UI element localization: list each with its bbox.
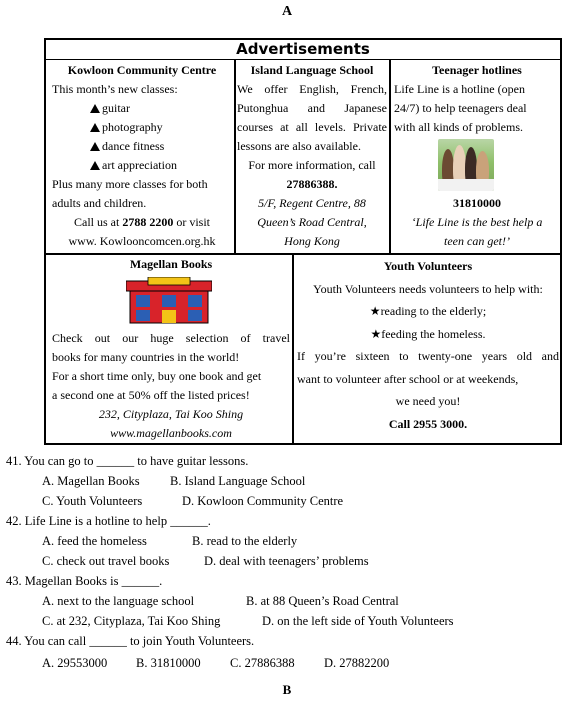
- ad-text: Youth Volunteers needs volunteers to help with:: [313, 281, 543, 296]
- ad-kowloon-community-centre: [52, 61, 232, 251]
- ad-text: lessons are also available.: [237, 139, 361, 153]
- section-label-b: B: [282, 682, 292, 697]
- ad-island-language-school: [237, 61, 387, 251]
- ad-title: Magellan Books: [129, 257, 213, 271]
- option[interactable]: A. 29553000: [42, 656, 108, 670]
- star-bullet-icon: ★: [369, 304, 381, 318]
- bookshop-illustration: [126, 277, 212, 325]
- class-item: art appreciation: [52, 156, 232, 175]
- question-43: 43. Magellan Books is ______.: [6, 574, 163, 588]
- class-item: dance fitness: [52, 137, 232, 156]
- ad-intro: This month’s new classes:: [52, 82, 178, 96]
- divider: [389, 59, 391, 255]
- option[interactable]: D. Kowloon Community Centre: [182, 494, 344, 508]
- ad-address: Queen’s Road Central,: [257, 215, 367, 229]
- divider: [234, 59, 236, 255]
- question-44: 44. You can call ______ to join Youth Volunteers.: [6, 634, 255, 648]
- triangle-bullet-icon: [90, 123, 100, 132]
- ad-text: For more information, call: [248, 158, 376, 172]
- triangle-bullet-icon: [90, 161, 100, 170]
- question-41: 41. You can go to ______ to have guitar lessons.: [6, 454, 249, 468]
- ad-address: 232, Cityplaza, Tai Koo Shing: [98, 407, 244, 421]
- ad-text: 24/7) to help teenagers deal: [394, 101, 527, 115]
- ad-quote: ‘Life Line is the best help a: [411, 215, 543, 229]
- option[interactable]: A. feed the homeless: [42, 534, 147, 548]
- ad-title: Youth Volunteers: [383, 259, 473, 273]
- ad-website: www. Kowlooncomcen.org.hk: [68, 234, 216, 248]
- class-item: guitar: [52, 99, 232, 118]
- option[interactable]: C. Youth Volunteers: [42, 494, 143, 508]
- ad-youth-volunteers: [297, 255, 559, 435]
- volunteer-item: ★feeding the homeless.: [370, 326, 486, 341]
- advertisements-header: Advertisements: [46, 40, 560, 60]
- ad-title: Kowloon Community Centre: [67, 63, 217, 77]
- option[interactable]: D. on the left side of Youth Volunteers: [262, 614, 454, 628]
- ad-text: We offer English, French,: [237, 82, 387, 96]
- ad-text: adults and children.: [52, 196, 147, 210]
- ad-text: courses at all levels. Private: [237, 120, 387, 134]
- option[interactable]: C. 27886388: [230, 656, 295, 670]
- ad-call: Call us at 2788 2200 or visit: [74, 215, 210, 229]
- triangle-bullet-icon: [90, 142, 100, 151]
- ad-text: Check out our huge selection of travel: [52, 331, 290, 345]
- ad-text: Life Line is a hotline (open: [394, 82, 525, 96]
- ad-text: If you’re sixteen to twenty-one years old and: [297, 349, 559, 363]
- option[interactable]: B. 31810000: [136, 656, 201, 670]
- ad-text: Putonghua and Japanese: [237, 101, 387, 115]
- ad-call: Call 2955 3000.: [388, 416, 468, 431]
- option[interactable]: A. next to the language school: [42, 594, 195, 608]
- ad-phone: 31810000: [453, 196, 501, 210]
- class-item: photography: [52, 118, 232, 137]
- ad-address: Hong Kong: [284, 234, 340, 248]
- option[interactable]: C. check out travel books: [42, 554, 170, 568]
- advertisements-box: [44, 38, 562, 445]
- option[interactable]: A. Magellan Books: [42, 474, 140, 488]
- ad-phone: 27886388.: [286, 177, 338, 191]
- ad-quote: teen can get!’: [444, 234, 510, 248]
- ad-text: we need you!: [395, 394, 461, 408]
- ad-text: For a short time only, buy one book and get: [52, 369, 262, 383]
- option[interactable]: B. at 88 Queen’s Road Central: [246, 594, 399, 608]
- option[interactable]: D. 27882200: [324, 656, 390, 670]
- option[interactable]: D. deal with teenagers’ problems: [204, 554, 369, 568]
- section-label-a: A: [281, 4, 293, 19]
- option[interactable]: B. Island Language School: [170, 474, 306, 488]
- option[interactable]: B. read to the elderly: [192, 534, 298, 548]
- ad-address: 5/F, Regent Centre, 88: [258, 196, 366, 210]
- question-42: 42. Life Line is a hotline to help ______.: [6, 514, 211, 528]
- ad-text: want to volunteer after school or at weekends,: [297, 371, 519, 386]
- volunteer-item: ★reading to the elderly;: [369, 304, 487, 318]
- ad-website: www.magellanbooks.com: [110, 426, 232, 440]
- ad-text: with all kinds of problems.: [394, 120, 523, 134]
- star-bullet-icon: ★: [370, 326, 382, 341]
- ad-text: Plus many more classes for both: [52, 177, 208, 191]
- ad-title: Teenager hotlines: [432, 63, 522, 77]
- option[interactable]: C. at 232, Cityplaza, Tai Koo Shing: [42, 614, 221, 628]
- ad-title: Island Language School: [250, 63, 374, 77]
- teenagers-photo: [438, 139, 494, 191]
- ad-text: a second one at 50% off the listed prices!: [52, 388, 250, 402]
- triangle-bullet-icon: [90, 104, 100, 113]
- ad-text: books for many countries in the world!: [52, 350, 240, 364]
- divider: [292, 253, 294, 445]
